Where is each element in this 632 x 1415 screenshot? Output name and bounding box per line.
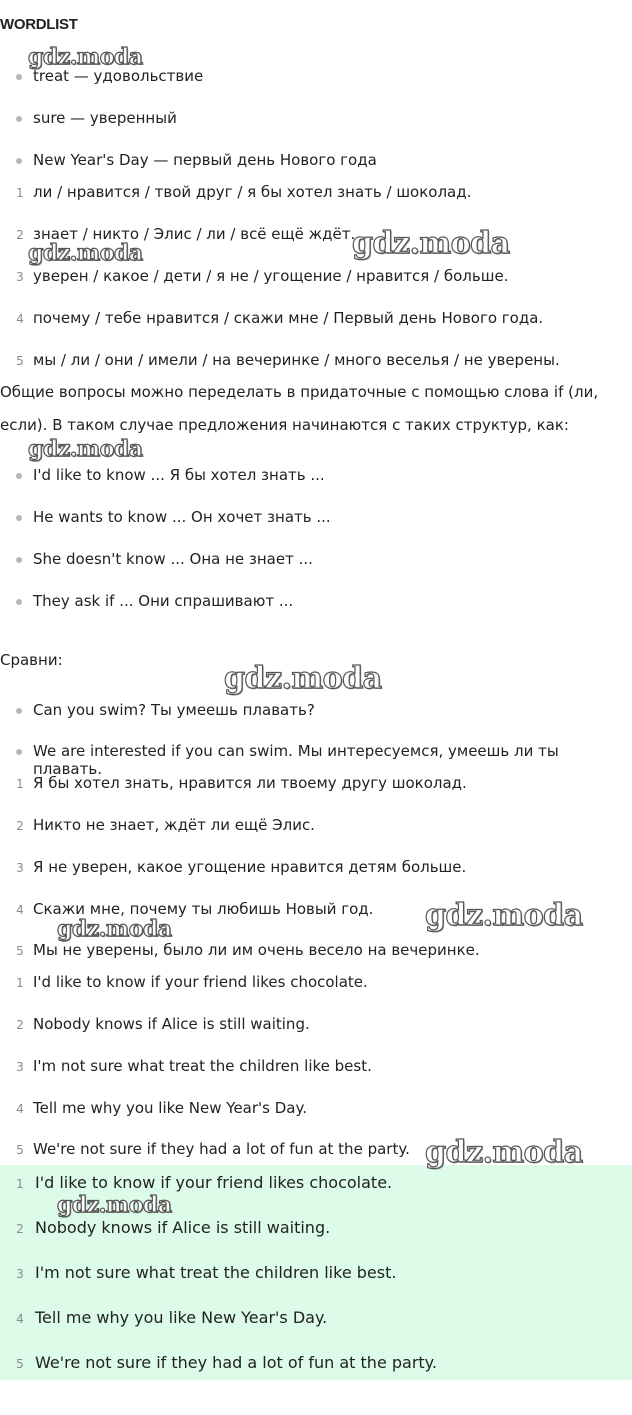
list-number: 3 bbox=[16, 1267, 24, 1281]
answer-item: I'd like to know if your friend likes chocolate. bbox=[35, 1173, 393, 1192]
list-number: 1 bbox=[16, 976, 24, 990]
list-item: I'd like to know if your friend likes chocolate. bbox=[33, 973, 368, 991]
bullet-icon bbox=[16, 599, 22, 605]
compare-item: We are interested if you can swim. Мы интересуемся, умеешь ли ты плавать. bbox=[33, 742, 559, 778]
list-number: 5 bbox=[16, 1357, 24, 1371]
bullet-icon bbox=[16, 708, 22, 714]
list-number: 5 bbox=[16, 944, 24, 958]
list-item: Скажи мне, почему ты любишь Новый год. bbox=[33, 900, 374, 918]
bullet-icon bbox=[16, 74, 22, 80]
watermark: gdz.moda bbox=[352, 226, 510, 261]
structure-item: He wants to know ... Он хочет знать ... bbox=[33, 508, 331, 526]
wordlist-item: New Year's Day — первый день Нового года bbox=[33, 151, 377, 169]
bullet-icon bbox=[16, 116, 22, 122]
list-item: We're not sure if they had a lot of fun at the party. bbox=[33, 1140, 410, 1158]
list-number: 4 bbox=[16, 903, 24, 917]
wordlist-item: treat — удовольствие bbox=[33, 67, 204, 85]
list-number: 1 bbox=[16, 777, 24, 791]
list-number: 1 bbox=[16, 186, 24, 200]
wordlist-title: WORDLIST bbox=[0, 16, 78, 33]
list-item: почему / тебе нравится / скажи мне / Первый день Нового года. bbox=[33, 309, 544, 327]
compare-heading: Сравни: bbox=[0, 651, 63, 669]
list-number: 5 bbox=[16, 354, 24, 368]
list-number: 2 bbox=[16, 819, 24, 833]
list-item: знает / никто / Элис / ли / всё ещё ждёт. bbox=[33, 225, 356, 243]
list-number: 3 bbox=[16, 270, 24, 284]
watermark: gdz.moda bbox=[28, 436, 143, 462]
list-number: 3 bbox=[16, 861, 24, 875]
list-item: Tell me why you like New Year's Day. bbox=[33, 1099, 307, 1117]
list-number: 2 bbox=[16, 228, 24, 242]
structure-item: I'd like to know ... Я бы хотел знать ... bbox=[33, 466, 325, 484]
bullet-icon bbox=[16, 158, 22, 164]
watermark: gdz.moda bbox=[57, 916, 172, 942]
structure-item: She doesn't know ... Она не знает ... bbox=[33, 550, 313, 568]
list-item: Nobody knows if Alice is still waiting. bbox=[33, 1015, 310, 1033]
rule-paragraph-line1: Общие вопросы можно переделать в придаточные с помощью слова if (ли, bbox=[0, 383, 599, 401]
list-number: 4 bbox=[16, 312, 24, 326]
bullet-icon bbox=[16, 749, 22, 755]
answer-item: Nobody knows if Alice is still waiting. bbox=[35, 1218, 331, 1237]
list-number: 4 bbox=[16, 1312, 24, 1326]
list-item: Я не уверен, какое угощение нравится детям больше. bbox=[33, 858, 467, 876]
list-item: уверен / какое / дети / я не / угощение / нравится / больше. bbox=[33, 267, 509, 285]
answer-item: Tell me why you like New Year's Day. bbox=[35, 1308, 328, 1327]
rule-paragraph-line2: если). В таком случае предложения начинаются с таких структур, как: bbox=[0, 416, 569, 434]
compare-item: Can you swim? Ты умеешь плавать? bbox=[33, 701, 315, 719]
structure-item: They ask if ... Они спрашивают ... bbox=[33, 592, 294, 610]
list-number: 5 bbox=[16, 1143, 24, 1157]
list-number: 3 bbox=[16, 1060, 24, 1074]
watermark: gdz.moda bbox=[28, 240, 143, 266]
answer-item: We're not sure if they had a lot of fun at the party. bbox=[35, 1353, 437, 1372]
list-item: мы / ли / они / имели / на вечеринке / много веселья / не уверены. bbox=[33, 351, 560, 369]
list-number: 1 bbox=[16, 1177, 24, 1191]
list-number: 4 bbox=[16, 1102, 24, 1116]
watermark: gdz.moda bbox=[28, 44, 143, 70]
list-item: Мы не уверены, было ли им очень весело на вечеринке. bbox=[33, 941, 480, 959]
watermark: gdz.moda bbox=[425, 898, 583, 933]
list-number: 2 bbox=[16, 1222, 24, 1236]
bullet-icon bbox=[16, 557, 22, 563]
list-item: ли / нравится / твой друг / я бы хотел знать / шоколад. bbox=[33, 183, 472, 201]
list-item: Я бы хотел знать, нравится ли твоему другу шоколад. bbox=[33, 774, 467, 792]
list-number: 2 bbox=[16, 1018, 24, 1032]
wordlist-item: sure — уверенный bbox=[33, 109, 177, 127]
answer-item: I'm not sure what treat the children like best. bbox=[35, 1263, 397, 1282]
bullet-icon bbox=[16, 473, 22, 479]
watermark: gdz.moda bbox=[425, 1135, 583, 1170]
list-item: Никто не знает, ждёт ли ещё Элис. bbox=[33, 816, 315, 834]
watermark: gdz.moda bbox=[57, 1192, 172, 1218]
bullet-icon bbox=[16, 515, 22, 521]
watermark: gdz.moda bbox=[224, 661, 382, 696]
list-item: I'm not sure what treat the children like best. bbox=[33, 1057, 372, 1075]
